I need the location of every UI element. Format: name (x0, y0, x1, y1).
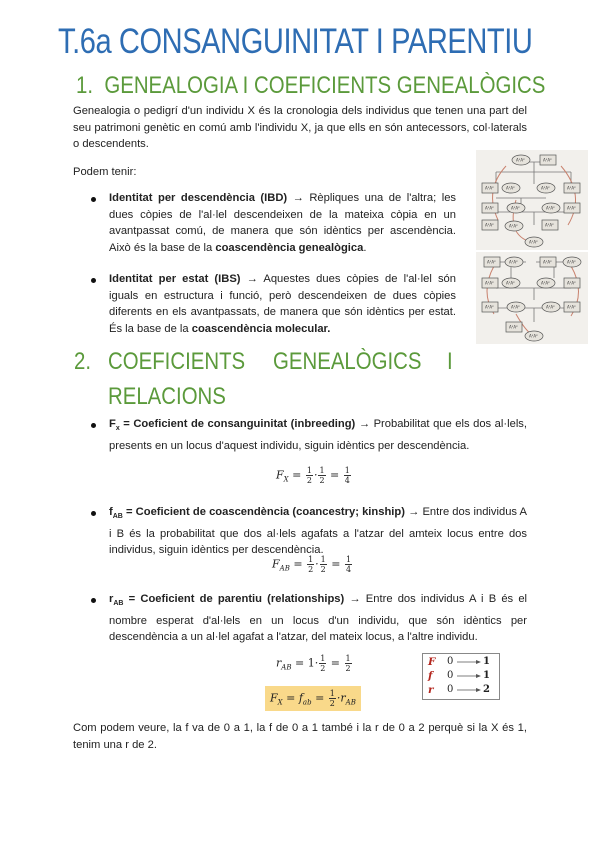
svg-text:A¹A²: A¹A² (543, 259, 552, 265)
symbol: r (109, 593, 114, 605)
svg-text:A¹A²: A¹A² (567, 304, 576, 310)
bullet-dot (91, 511, 96, 516)
legend-row: r 0 2 (428, 684, 490, 696)
svg-text:A¹A²: A¹A² (487, 259, 496, 265)
svg-text:A¹A²: A¹A² (541, 185, 550, 191)
list-item-ibd (109, 190, 456, 256)
svg-text:A¹A²: A¹A² (509, 324, 518, 330)
symbol-sub: x (115, 425, 120, 432)
svg-text:A¹A²: A¹A² (546, 304, 555, 310)
formula-fab: $F_{AB}$ = $\frac{1}{2}$ · $\frac{1}{2}$ = $\frac{1}{4}$ (272, 555, 352, 574)
svg-text:A¹A²: A¹A² (567, 205, 576, 211)
pedigree-ibs-image (476, 252, 588, 344)
svg-text:A¹A²: A¹A² (567, 259, 576, 265)
item-text: Aquestes dues còpies de l'al·lel són iguals en estructura i funció, però descendeixen de dues còpies diferents en els avantpassats, de manera que són idèntics per estat. És la base de la (109, 273, 456, 335)
term: = Coeficient de consanguinitat (inbreeding) (119, 418, 356, 430)
formula-relation-highlight: $F_X = f_{ab}$ = $\frac{1}{2}$ $\cdot r_{AB}$ (265, 686, 361, 711)
svg-text:A¹A²: A¹A² (506, 185, 515, 191)
svg-text:A¹A²: A¹A² (545, 222, 554, 228)
svg-text:A¹A²: A¹A² (485, 280, 494, 286)
svg-text:A¹A²: A¹A² (511, 304, 520, 310)
section-2-heading-num: 2. (74, 348, 92, 375)
svg-text:A¹A²: A¹A² (485, 185, 494, 191)
svg-text:A¹A²: A¹A² (541, 280, 550, 286)
formula-fx: $F_X$ = $\frac{1}{2}$ · $\frac{1}{2}$ = $\frac{1}{4}$ (276, 466, 350, 485)
page-title: T.6a CONSANGUINITAT I PARENTIU (58, 22, 533, 61)
symbol-sub: AB (113, 600, 124, 607)
arrow-icon (457, 659, 481, 665)
svg-text:A¹A²: A¹A² (529, 239, 538, 245)
arrow: → (404, 506, 423, 518)
item-tail: . (363, 241, 367, 254)
bullet-dot (91, 278, 96, 283)
section-2-heading-line2: RELACIONS (108, 383, 226, 410)
formula-rab: $r_{AB} = 1\cdot$ $\frac{1}{2}$ = $\frac{1}{2}$ (276, 654, 351, 673)
svg-text:A¹A²: A¹A² (543, 157, 552, 163)
svg-text:A¹A²: A¹A² (506, 280, 515, 286)
svg-text:A¹A²: A¹A² (567, 280, 576, 286)
svg-text:A¹A²: A¹A² (529, 333, 538, 339)
bullet-dot (91, 598, 96, 603)
section-2-heading-word: I (447, 348, 453, 375)
term: = Coeficient de coascendència (coancestry; kinship) (122, 506, 405, 518)
svg-text:A¹A²: A¹A² (509, 259, 518, 265)
range-legend (422, 653, 500, 700)
item-text: Rèpliques una de l'altra; les dues còpies de l'al·lel descendeixen de la mateixa còpia en un avantpassat comú, de manera que són idèntics per ascendència. Això és la base de la (109, 192, 457, 254)
term-ibd: Identitat per descendència (IBD) (109, 192, 288, 204)
list-item-fx (109, 416, 527, 454)
arrow-icon (457, 673, 481, 679)
section-2-heading-word: GENEALÒGICS (273, 348, 422, 375)
list-item-rab (109, 591, 527, 646)
svg-text:A¹A²: A¹A² (546, 205, 555, 211)
svg-text:A¹A²: A¹A² (485, 222, 494, 228)
section-1-heading: 1. GENEALOGIA I COEFICIENTS GENEALÒGICS (76, 72, 546, 99)
symbol: F (109, 418, 116, 430)
arrow-icon (457, 687, 481, 693)
term: = Coeficient de parentiu (relationships) (123, 593, 345, 605)
intro-paragraph: Genealogia o pedigrí d'un individu X és la cronologia dels individus que tenen una part del seu patrimoni genètic en comú amb l'individu X, ja que ells en són antecessors, col·laterals o descendents. (73, 105, 527, 150)
pedigree-ibd-image (476, 150, 588, 250)
svg-text:A¹A²: A¹A² (516, 157, 525, 163)
legend-row: f 0 1 (428, 670, 490, 682)
item-text: Entre dos individus A i B és la probabilitat que dos al·lels agafats a l'atzar del amteix locus entre dos individus, siguin idèntics per descendència. (109, 506, 527, 556)
svg-text:A¹A²: A¹A² (485, 205, 494, 211)
svg-text:A¹A²: A¹A² (511, 205, 520, 211)
bullet-dot (91, 423, 96, 428)
item-bold-end: coascendència genealògica (215, 241, 364, 254)
arrow: → (344, 593, 366, 605)
item-bold-end: coascendència molecular. (191, 322, 331, 335)
svg-text:A¹A²: A¹A² (485, 304, 494, 310)
item-text: Entre dos individus A i B és el nombre esperat d'al·lels en un locus d'un individu, que són idèntics per descendència a un al·lel agafat a l'atzar, del mateix locus, a l'altre individu. (109, 593, 528, 643)
arrow: → (355, 418, 374, 430)
symbol: f (109, 506, 113, 518)
svg-text:A¹A²: A¹A² (567, 185, 576, 191)
list-item-ibs (109, 271, 456, 337)
svg-text:A¹A²: A¹A² (509, 223, 518, 229)
legend-row: F 0 1 (428, 656, 490, 668)
bullet-dot (91, 197, 96, 202)
section-2-heading-word: COEFICIENTS (108, 348, 246, 375)
symbol-sub: AB (112, 513, 123, 520)
arrow: → (287, 192, 310, 204)
conclusion-paragraph: Com podem veure, la f va de 0 a 1, la f de 0 a 1 també i la r de 0 a 2 perquè si la X és 1, tenim una r de 2. (73, 722, 527, 751)
item-text: Probabilitat que els dos al·lels, presents en un locus d'aquest individu, siguin idèntics per descendència. (109, 418, 528, 452)
arrow: → (240, 273, 264, 285)
list-item-fab (109, 504, 527, 559)
lead-text: Podem tenir: (73, 166, 137, 178)
term-ibs: Identitat per estat (IBS) (109, 273, 241, 285)
